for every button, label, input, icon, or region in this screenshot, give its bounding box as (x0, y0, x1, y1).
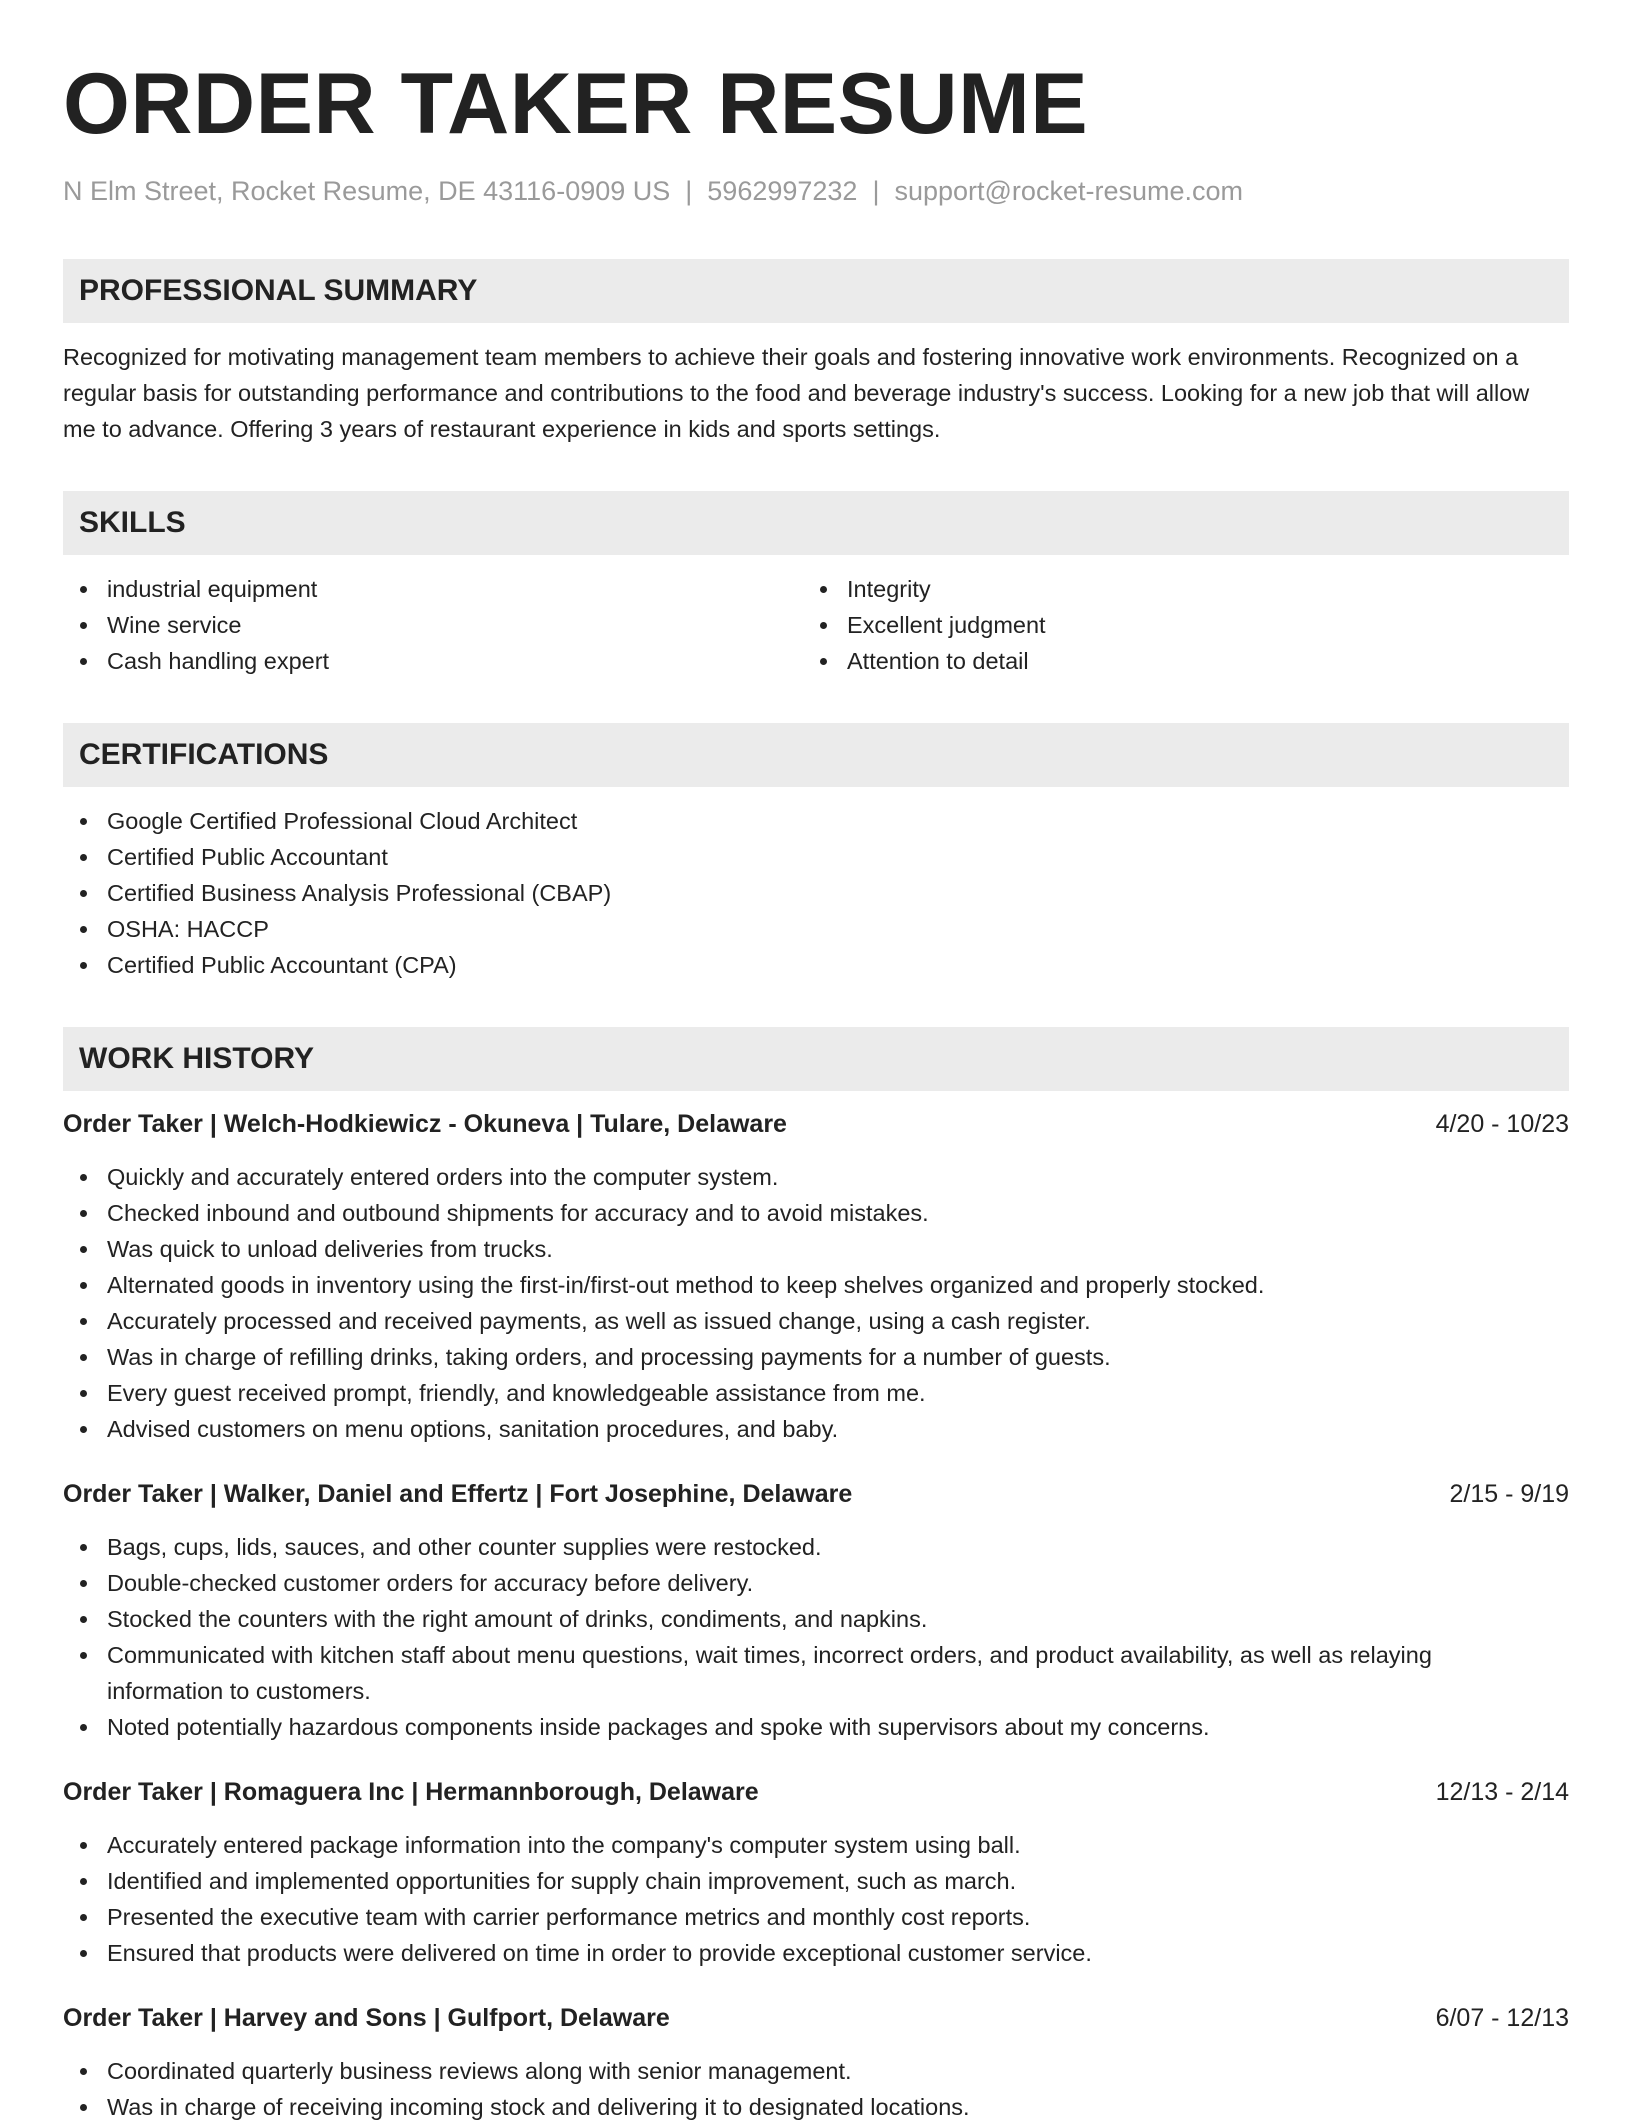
job-header (63, 1477, 1569, 1511)
certification-item: Certified Public Accountant (63, 839, 1569, 875)
job-bullets (63, 1827, 1569, 1971)
job-bullet: Quickly and accurately entered orders into the computer system. (63, 1159, 1569, 1195)
job-bullets (63, 2053, 1569, 2125)
certification-item: Certified Public Accountant (CPA) (63, 947, 1569, 983)
job-dates: 4/20 - 10/23 (1435, 1110, 1569, 1138)
job-bullet: Coordinated quarterly business reviews along with senior management. (63, 2053, 1569, 2089)
job-header (63, 1107, 1569, 1141)
skills-list-right (803, 571, 1543, 679)
job-title: Order Taker | Romaguera Inc | Hermannborough, Delaware (63, 1778, 759, 1806)
job-title: Order Taker | Harvey and Sons | Gulfport, Delaware (63, 2004, 670, 2032)
job-title: Order Taker | Welch-Hodkiewicz - Okuneva | Tulare, Delaware (63, 1110, 787, 1138)
skill-item: Integrity (803, 571, 1543, 607)
job-bullet: Communicated with kitchen staff about menu questions, wait times, incorrect orders, and product availability, as well as relaying information to customers. (63, 1637, 1569, 1709)
job-bullet: Advised customers on menu options, sanitation procedures, and baby. (63, 1411, 1569, 1447)
contact-line (63, 174, 1569, 208)
certification-item: Certified Business Analysis Professional (CBAP) (63, 875, 1569, 911)
skill-item: Attention to detail (803, 643, 1543, 679)
certification-item: Google Certified Professional Cloud Architect (63, 803, 1569, 839)
job-bullet: Noted potentially hazardous components inside packages and spoke with supervisors about my concerns. (63, 1709, 1569, 1745)
section-header-work-history: WORK HISTORY (63, 1027, 1569, 1091)
job-bullets (63, 1529, 1569, 1745)
job-entry (63, 1477, 1569, 1745)
job-bullet: Every guest received prompt, friendly, and knowledgeable assistance from me. (63, 1375, 1569, 1411)
job-entry (63, 1107, 1569, 1447)
job-header (63, 1775, 1569, 1809)
skill-item: Wine service (63, 607, 803, 643)
contact-separator: | (685, 176, 693, 206)
contact-separator: | (872, 176, 880, 206)
skill-item: Cash handling expert (63, 643, 803, 679)
certifications-list (63, 803, 1569, 983)
job-bullet: Identified and implemented opportunities for supply chain improvement, such as march. (63, 1863, 1569, 1899)
job-entry (63, 2001, 1569, 2125)
job-bullets (63, 1159, 1569, 1447)
job-entry (63, 1775, 1569, 1971)
job-bullet: Presented the executive team with carrier performance metrics and monthly cost reports. (63, 1899, 1569, 1935)
skills-column-right (803, 571, 1543, 679)
job-bullet: Was in charge of receiving incoming stock and delivering it to designated locations. (63, 2089, 1569, 2125)
job-bullet: Was in charge of refilling drinks, taking orders, and processing payments for a number of guests. (63, 1339, 1569, 1375)
contact-phone: 5962997232 (707, 176, 858, 206)
job-bullet: Accurately processed and received payments, as well as issued change, using a cash register. (63, 1303, 1569, 1339)
skill-item: Excellent judgment (803, 607, 1543, 643)
job-bullet: Accurately entered package information into the company's computer system using ball. (63, 1827, 1569, 1863)
job-bullet: Stocked the counters with the right amount of drinks, condiments, and napkins. (63, 1601, 1569, 1637)
summary-text: Recognized for motivating management team members to achieve their goals and fostering innovative work environments. Recognized on a regular basis for outstanding performance and contributions to the food and beverage industry's success. Looking for a new job that will allow me to advance. Offering 3 years of restaurant experience in kids and sports settings. (63, 344, 1530, 442)
contact-email: support@rocket-resume.com (894, 176, 1243, 206)
job-bullet: Ensured that products were delivered on time in order to provide exceptional customer service. (63, 1935, 1569, 1971)
skills-column-left (63, 571, 803, 679)
job-bullet: Checked inbound and outbound shipments for accuracy and to avoid mistakes. (63, 1195, 1569, 1231)
resume-title: ORDER TAKER RESUME (63, 56, 1089, 152)
certification-item: OSHA: HACCP (63, 911, 1569, 947)
contact-address: N Elm Street, Rocket Resume, DE 43116-0909 US (63, 176, 671, 206)
skill-item: industrial equipment (63, 571, 803, 607)
section-header-certifications: CERTIFICATIONS (63, 723, 1569, 787)
job-bullet: Double-checked customer orders for accuracy before delivery. (63, 1565, 1569, 1601)
skills-list-left (63, 571, 803, 679)
skills-grid (63, 571, 1569, 679)
section-header-summary: PROFESSIONAL SUMMARY (63, 259, 1569, 323)
job-dates: 6/07 - 12/13 (1435, 2004, 1569, 2032)
job-title: Order Taker | Walker, Daniel and Effertz | Fort Josephine, Delaware (63, 1480, 853, 1508)
job-bullet: Was quick to unload deliveries from trucks. (63, 1231, 1569, 1267)
job-bullet: Alternated goods in inventory using the first-in/first-out method to keep shelves organized and properly stocked. (63, 1267, 1569, 1303)
section-header-skills: SKILLS (63, 491, 1569, 555)
job-dates: 2/15 - 9/19 (1449, 1480, 1569, 1508)
job-bullet: Bags, cups, lids, sauces, and other counter supplies were restocked. (63, 1529, 1569, 1565)
job-dates: 12/13 - 2/14 (1435, 1778, 1569, 1806)
job-header (63, 2001, 1569, 2035)
